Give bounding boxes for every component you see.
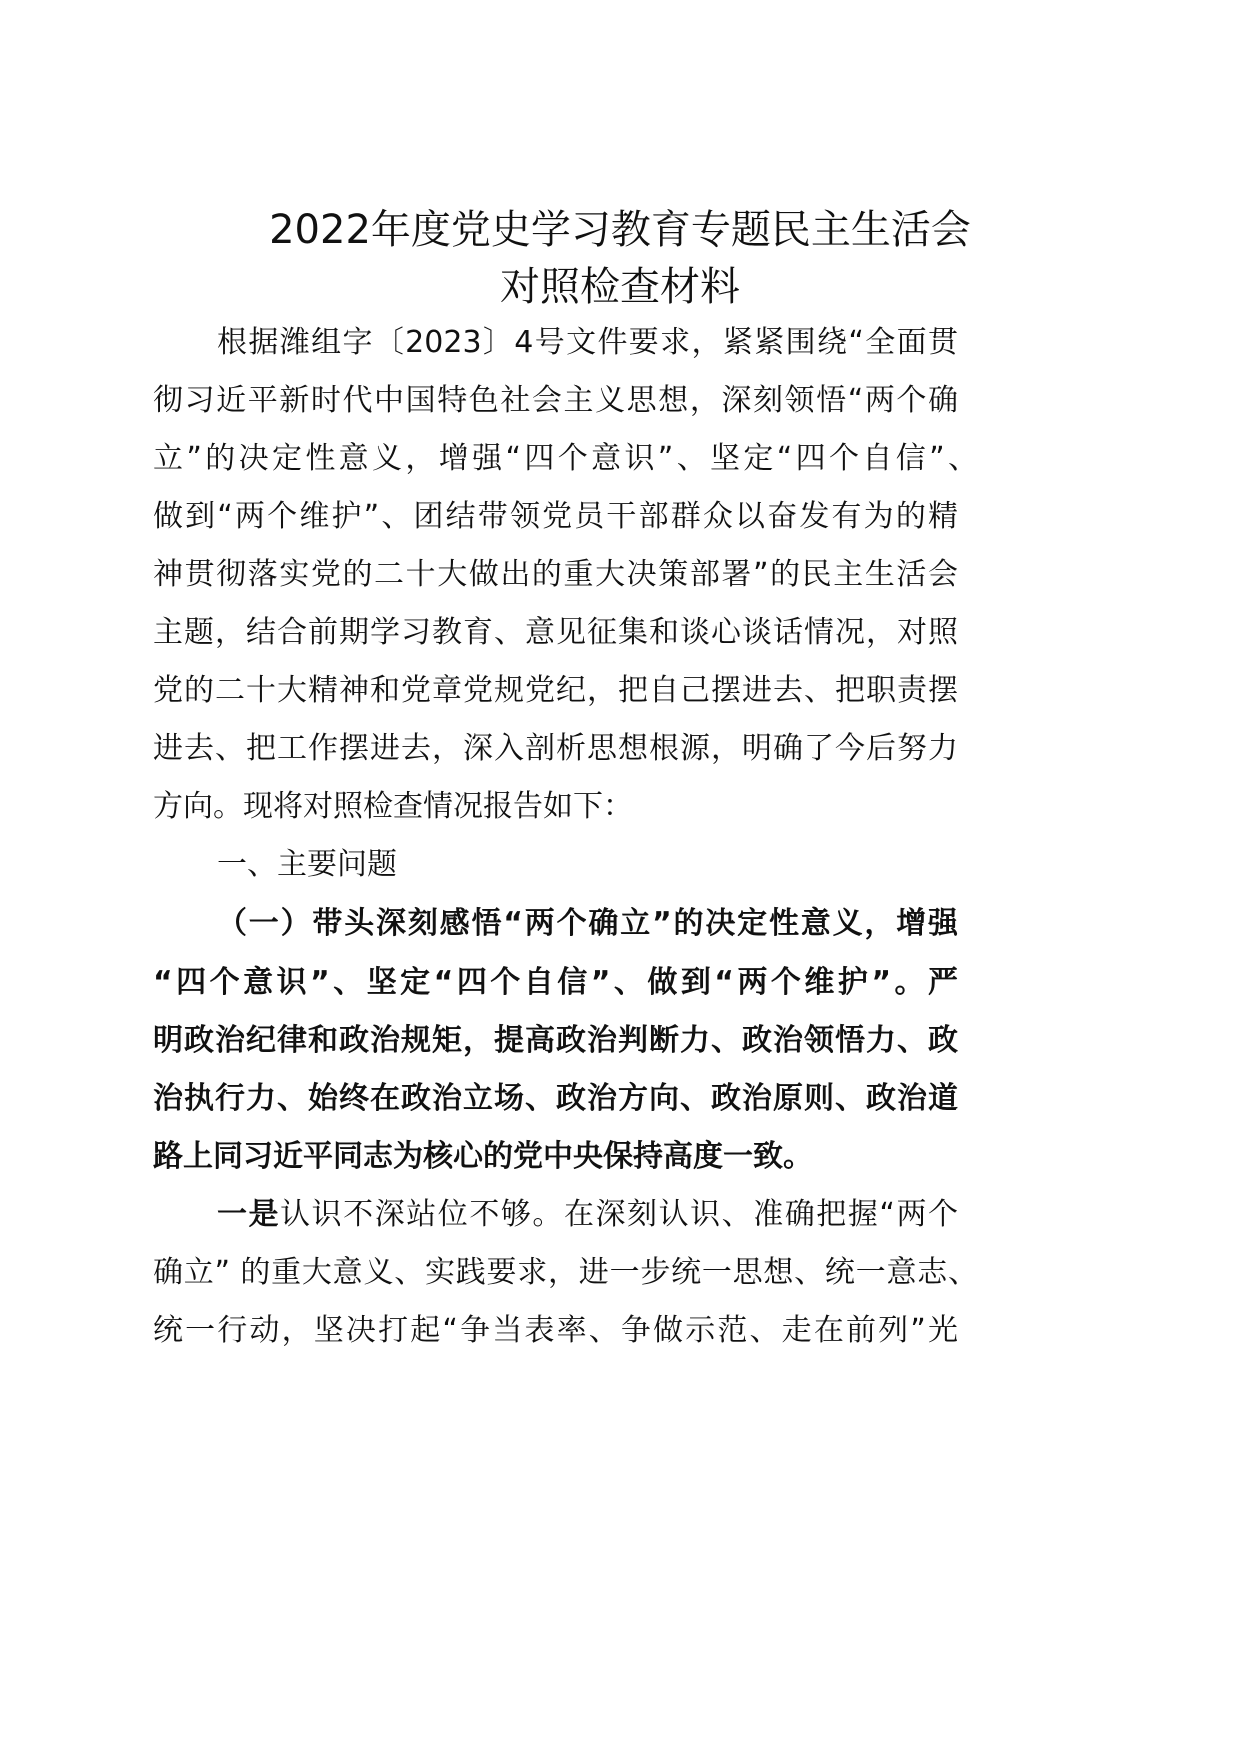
- section-heading: 一、主要问题: [217, 847, 397, 882]
- paragraph-line: 彻习近平新时代中国特色社会主义思想，深刻领悟“两个确: [153, 383, 958, 418]
- paragraph-line: 进去、把工作摆进去，深入剖析思想根源，明确了今后努力: [153, 731, 958, 766]
- paragraph-line: 根据潍组字〔2023〕4号文件要求，紧紧围绕“全面贯: [217, 325, 958, 360]
- paragraph-line: 主题，结合前期学习教育、意见征集和谈心谈话情况，对照: [153, 615, 958, 650]
- subheading-line: （一）带头深刻感悟“两个确立”的决定性意义，增强: [217, 906, 958, 941]
- point-lead: 一是: [217, 1197, 281, 1232]
- subheading-line: “四个意识”、坚定“四个自信”、做到“两个维护”。严: [153, 965, 958, 1000]
- paragraph-line: 方向。现将对照检查情况报告如下：: [153, 789, 633, 824]
- paragraph-line: [153, 1186, 958, 1244]
- document-title-line-2: 对照检查材料: [500, 264, 740, 310]
- paragraph-line: 立”的决定性意义，增强“四个意识”、坚定“四个自信”、: [153, 441, 978, 476]
- paragraph-line: 做到“两个维护”、团结带领党员干部群众以奋发有为的精: [153, 499, 958, 534]
- subheading-line: 治执行力、始终在政治立场、政治方向、政治原则、政治道: [153, 1081, 958, 1116]
- document-title-line-1: 2022年度党史学习教育专题民主生活会: [269, 207, 971, 253]
- paragraph-line: 确立” 的重大意义、实践要求，进一步统一思想、统一意志、: [153, 1255, 978, 1290]
- subheading-line: 路上同习近平同志为核心的党中央保持高度一致。: [153, 1139, 813, 1174]
- paragraph-line: 统一行动，坚决打起“争当表率、争做示范、走在前列”光: [153, 1313, 958, 1348]
- subheading-line: 明政治纪律和政治规矩，提高政治判断力、政治领悟力、政: [153, 1023, 958, 1058]
- point-text: 认识不深站位不够。在深刻认识、准确把握“两个: [280, 1197, 959, 1232]
- paragraph-line: 神贯彻落实党的二十大做出的重大决策部署”的民主生活会: [153, 557, 958, 592]
- paragraph-line: 党的二十大精神和党章党规党纪，把自己摆进去、把职责摆: [153, 673, 958, 708]
